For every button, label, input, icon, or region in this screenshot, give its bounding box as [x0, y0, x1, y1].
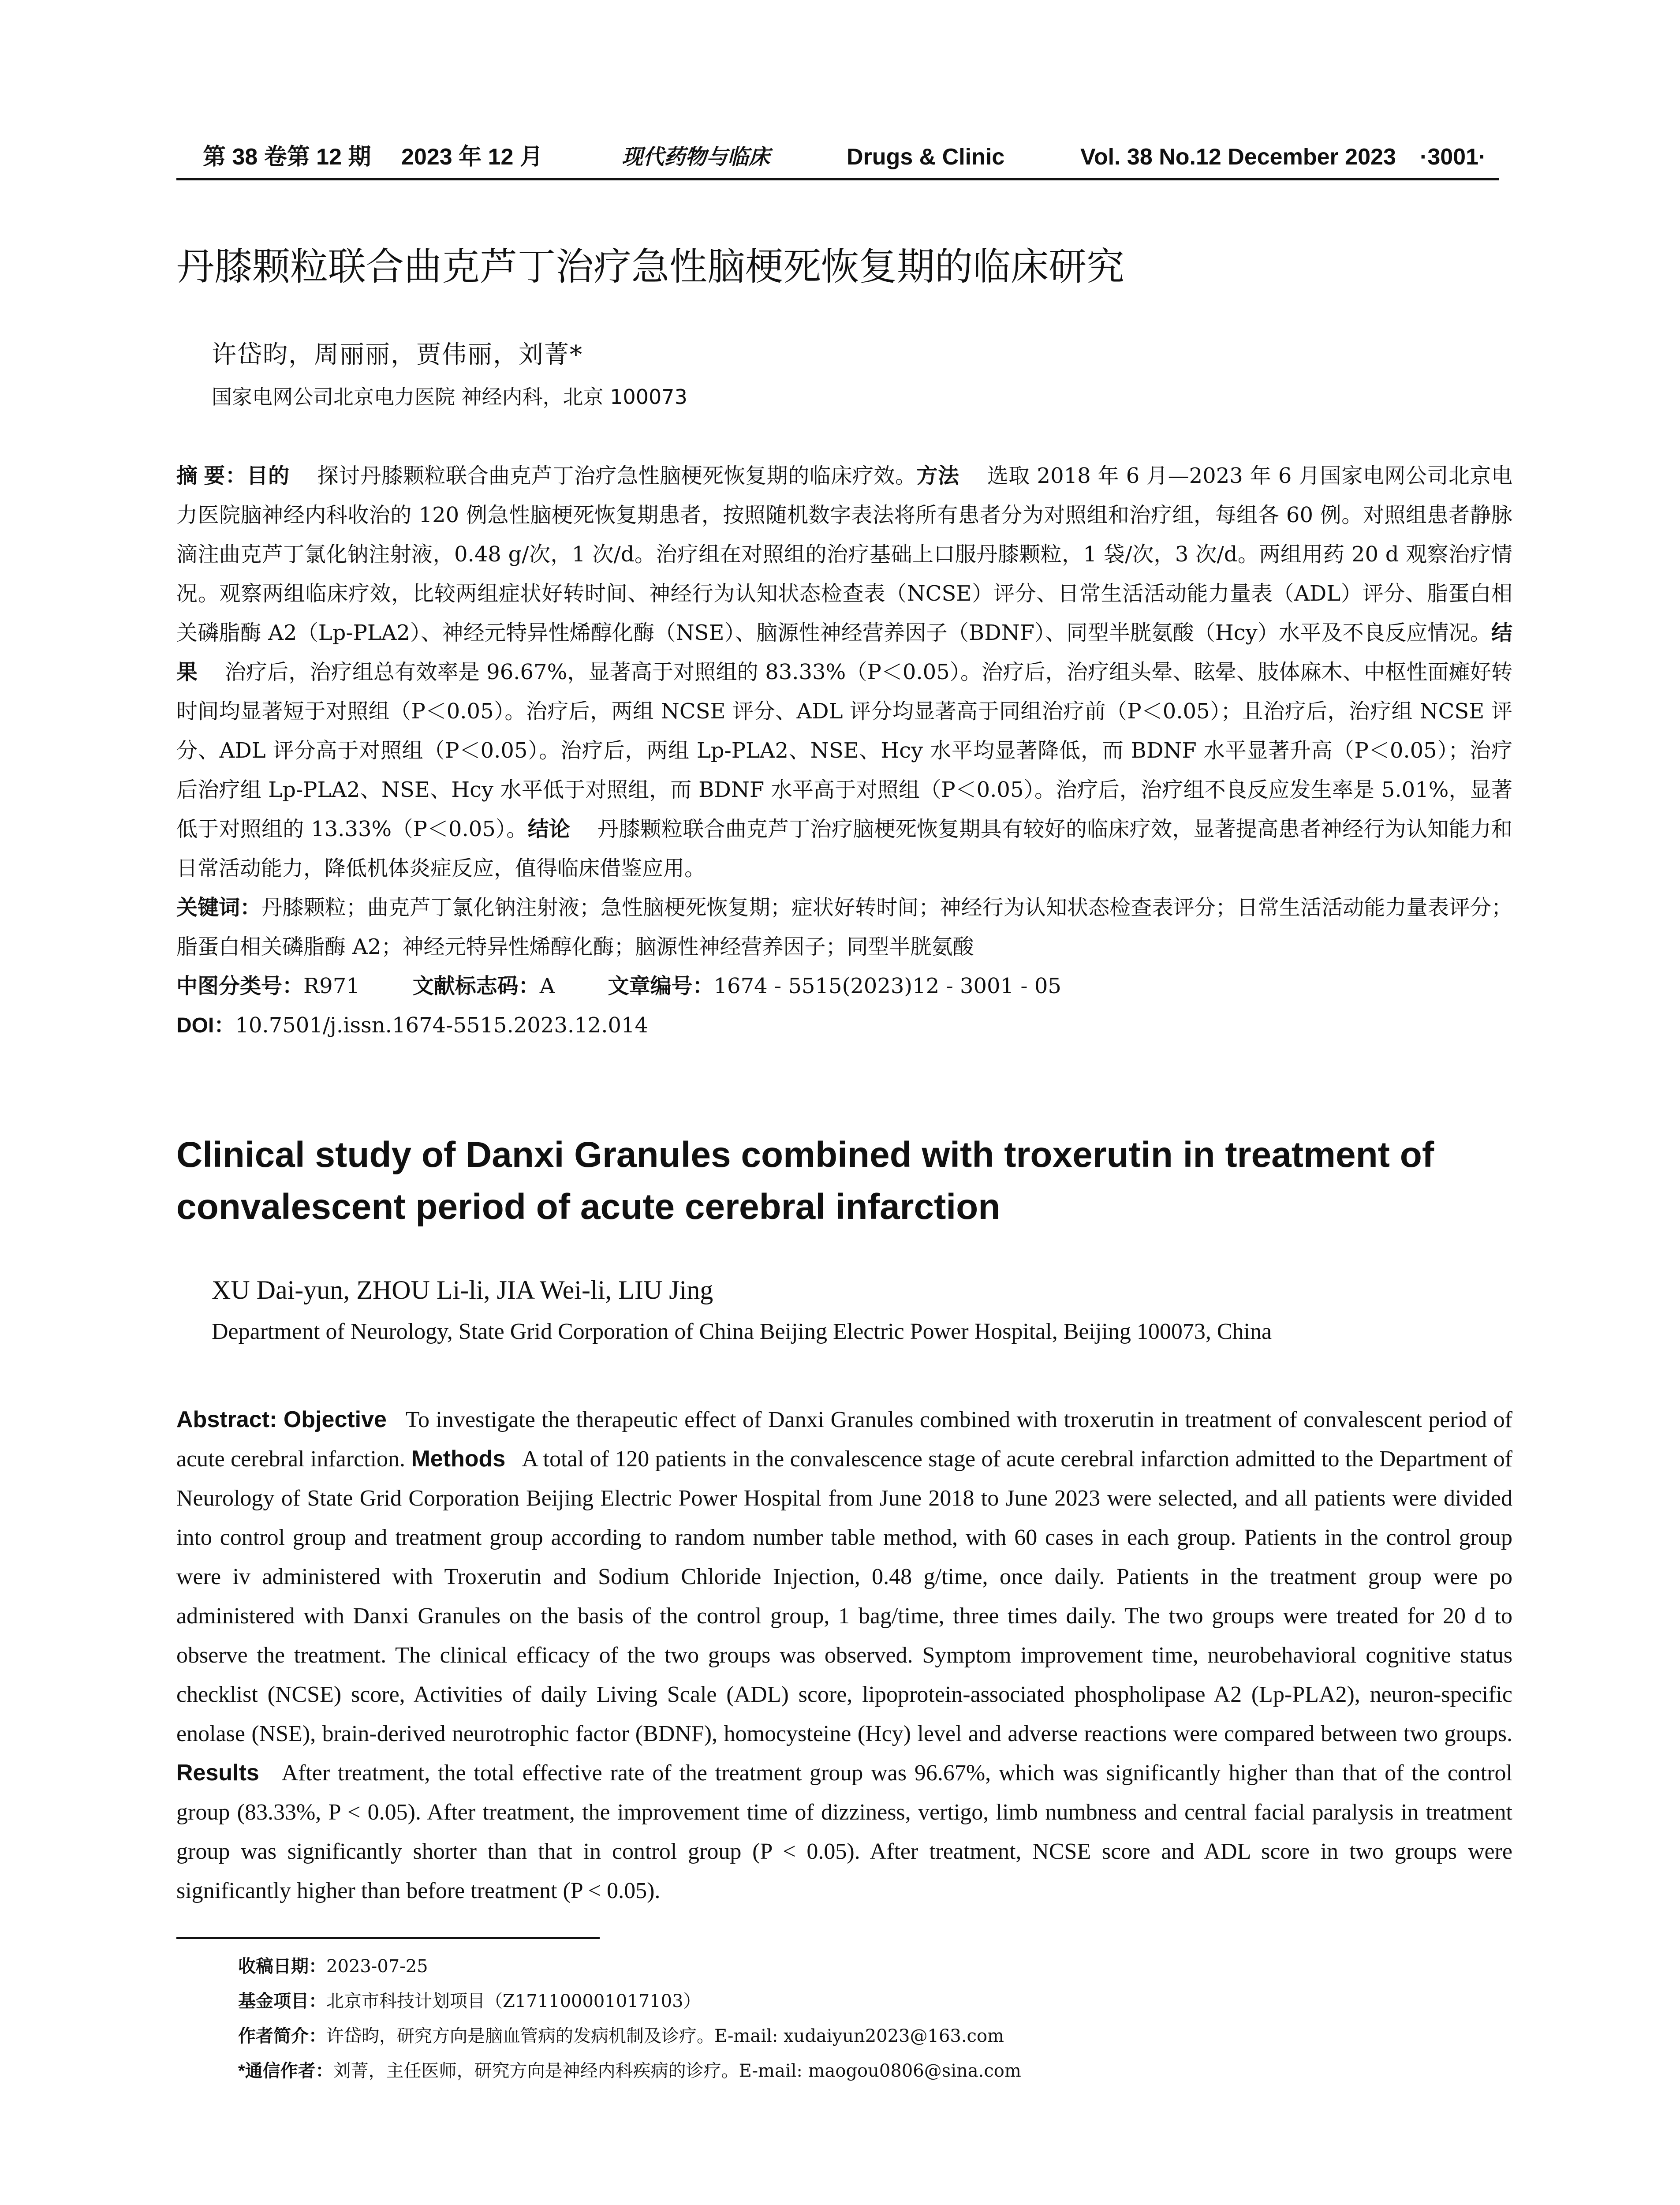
results-en-label: Results — [176, 1760, 259, 1786]
abstract-cn-label: 摘 要： — [176, 464, 247, 488]
authors-en: XU Dai-yun, ZHOU Li-li, JIA Wei-li, LIU Jing — [212, 1275, 713, 1304]
results-en-text: After treatment, the total effective rate of the treatment group was 96.67%, which was significantly higher than that of the control group (83.33%, P < 0.05). After treatment, the improvement time of dizziness, vertigo, limb numbness and central facial paralysis in treatment group was significantly shorter than that in control group (P < 0.05). After treatment, NCSE score and ADL score in two groups were significantly higher than before treatment (P < 0.05). — [176, 1760, 1512, 1903]
results-cn-text: 治疗后，治疗组总有效率是 96.67%，显著高于对照组的 83.33%（P＜0.05）。治疗后，治疗组头晕、眩晕、肢体麻木、中枢性面瘫好转时间均显著短于对照组（P＜0.05）。治疗后，两组 NCSE 评分、ADL 评分均显著高于同组治疗前（P＜0.05）；且治疗后，治疗组 NCSE 评分、ADL 评分高于对照组（P＜0.05）。治疗后，两组 Lp-PLA2、NSE、Hcy 水平均显著降低，而 BDNF 水平显著升高（P＜0.05）；治疗后治疗组 Lp-PLA2、NSE、Hcy 水平低于对照组，而 BDNF 水平高于对照组（P＜0.05）。治疗后，治疗组不良反应发生率是 5.01%，显著低于对照组的 13.33%（P＜0.05）。 — [176, 660, 1512, 841]
received-date: 2023-07-25 — [326, 1956, 428, 1977]
article-title-en: Clinical study of Danxi Granules combined with troxerutin in treatment of convalescent period of acute cerebral infarction — [176, 1135, 1434, 1227]
classification-line — [176, 967, 1512, 1006]
keywords-cn-text: 丹膝颗粒；曲克芦丁氯化钠注射液；急性脑梗死恢复期；症状好转时间；神经行为认知状态检查表评分；日常生活活动能力量表评分；脂蛋白相关磷脂酶 A2；神经元特异性烯醇化酶；脑源性神经营养因子；同型半胱氨酸 — [176, 895, 1512, 959]
doi-value: 10.7501/j.issn.1674-5515.2023.12.014 — [235, 1013, 649, 1038]
results-cn-label: 结果 — [176, 621, 1512, 684]
document-code-value: A — [539, 974, 555, 998]
authors-cn: 许岱昀，周丽丽，贾伟丽，刘菁* — [212, 340, 583, 369]
chinese-abstract-section — [176, 456, 1512, 1045]
footnote-fund — [238, 1984, 1473, 2019]
conclusion-cn-label: 结论 — [527, 818, 571, 841]
doi-line — [176, 1006, 1512, 1045]
abstract-cn — [176, 456, 1512, 888]
footnote-corresponding — [238, 2054, 1473, 2089]
methods-en-text: A total of 120 patients in the convalescence stage of acute cerebral infarction admitted to the Department of Neurology of State Grid Corporation Beijing Electric Power Hospital from June 2018 to June 2023 were selected, and all patients were divided into control group and treatment group according to random number table method, with 60 cases in each group. Patients in the control group were iv administered with Troxerutin and Sodium Chloride Injection, 0.48 g/time, once daily. Patients in the treatment group were po administered with Danxi Granules on the basis of the control group, 1 bag/time, three times daily. The two groups were treated for 20 d to observe the treatment. The clinical efficacy of the two groups was observed. Symptom improvement time, neurobehavioral cognitive status checklist (NCSE) score, Activities of daily Living Scale (ADL) score, lipoprotein-associated phospholipase A2 (Lp-PLA2), neuron-specific enolase (NSE), brain-derived neurotrophic factor (BDNF), homocysteine (Hcy) level and adverse reactions were compared between two groups. — [176, 1446, 1512, 1746]
abstract-en-label: Abstract: — [176, 1407, 277, 1432]
footnote-received — [238, 1949, 1473, 1984]
methods-cn-text: 选取 2018 年 6 月—2023 年 6 月国家电网公司北京电力医院脑神经内科收治的 120 例急性脑梗死恢复期患者，按照随机数字表法将所有患者分为对照组和治疗组，每组各 60 例。对照组患者静脉滴注曲克芦丁氯化钠注射液，0.48 g/次，1 次/d。治疗组在对照组的治疗基础上口服丹膝颗粒，1 袋/次，3 次/d。两组用药 20 d 观察治疗情况。观察两组临床疗效，比较两组症状好转时间、神经行为认知状态检查表（NCSE）评分、日常生活活动能力量表（ADL）评分、脂蛋白相关磷脂酶 A2（Lp-PLA2）、神经元特异性烯醇化酶（NSE）、脑源性神经营养因子（BDNF）、同型半胱氨酸（Hcy）水平及不良反应情况。 — [176, 463, 1512, 645]
methods-cn-label: 方法 — [916, 464, 959, 488]
abstract-en — [176, 1400, 1512, 1910]
objective-en-text: To investigate the therapeutic effect of Danxi Granules combined with troxerutin in treatment of convalescent period of acute cerebral infarction. — [176, 1407, 1513, 1472]
affiliation-en: Department of Neurology, State Grid Corporation of China Beijing Electric Power Hospital, Beijing 100073, China — [212, 1319, 1272, 1344]
corresponding-text: 刘菁，主任医师，研究方向是神经内科疾病的诊疗。E-mail: maogou0806@sina.com — [333, 2061, 1021, 2081]
footnotes — [238, 1949, 1473, 2089]
header-volume-cn: 第 38 卷第 12 期 — [203, 144, 371, 170]
conclusion-cn-text: 丹膝颗粒联合曲克芦丁治疗脑梗死恢复期具有较好的临床疗效，显著提高患者神经行为认知能力和日常活动能力，降低机体炎症反应，值得临床借鉴应用。 — [176, 817, 1512, 881]
header-volume-en: Vol. 38 No.12 December 2023 — [1080, 144, 1396, 170]
article-number-value: 1674 - 5515(2023)12 - 3001 - 05 — [713, 974, 1061, 998]
footnote-author — [238, 2019, 1473, 2054]
running-header — [176, 136, 1499, 180]
footnote-divider — [176, 1937, 600, 1939]
objective-cn-text: 探讨丹膝颗粒联合曲克芦丁治疗急性脑梗死恢复期的临床疗效。 — [317, 463, 917, 488]
header-journal-en: Drugs & Clinic — [847, 144, 1005, 170]
affiliation-cn: 国家电网公司北京电力医院 神经内科，北京 100073 — [212, 385, 687, 409]
objective-en-label: Objective — [283, 1407, 387, 1432]
fund-text: 北京市科技计划项目（Z171100001017103） — [326, 1991, 701, 2011]
keywords-cn-label: 关键词： — [176, 896, 261, 919]
clc-value: R971 — [303, 974, 360, 998]
objective-cn-label: 目的 — [246, 464, 290, 488]
article-number-label: 文章编号： — [608, 975, 714, 998]
fund-label: 基金项目： — [238, 1992, 326, 2011]
document-code-label: 文献标志码： — [412, 975, 540, 998]
clc-label: 中图分类号： — [176, 975, 304, 998]
corresponding-label: *通信作者： — [238, 2061, 333, 2081]
header-journal-cn: 现代药物与临床 — [622, 145, 770, 169]
keywords-cn — [176, 888, 1512, 967]
header-date-cn: 2023 年 12 月 — [401, 144, 543, 170]
article-title-cn: 丹膝颗粒联合曲克芦丁治疗急性脑梗死恢复期的临床研究 — [176, 245, 1124, 289]
methods-en-label: Methods — [411, 1446, 506, 1472]
doi-label: DOI： — [176, 1014, 235, 1037]
author-bio-text: 许岱昀，研究方向是脑血管病的发病机制及诊疗。E-mail: xudaiyun2023@163.com — [326, 2026, 1004, 2046]
author-bio-label: 作者简介： — [238, 2026, 326, 2046]
received-label: 收稿日期： — [238, 1957, 326, 1976]
header-page-number: ·3001· — [1420, 144, 1486, 170]
